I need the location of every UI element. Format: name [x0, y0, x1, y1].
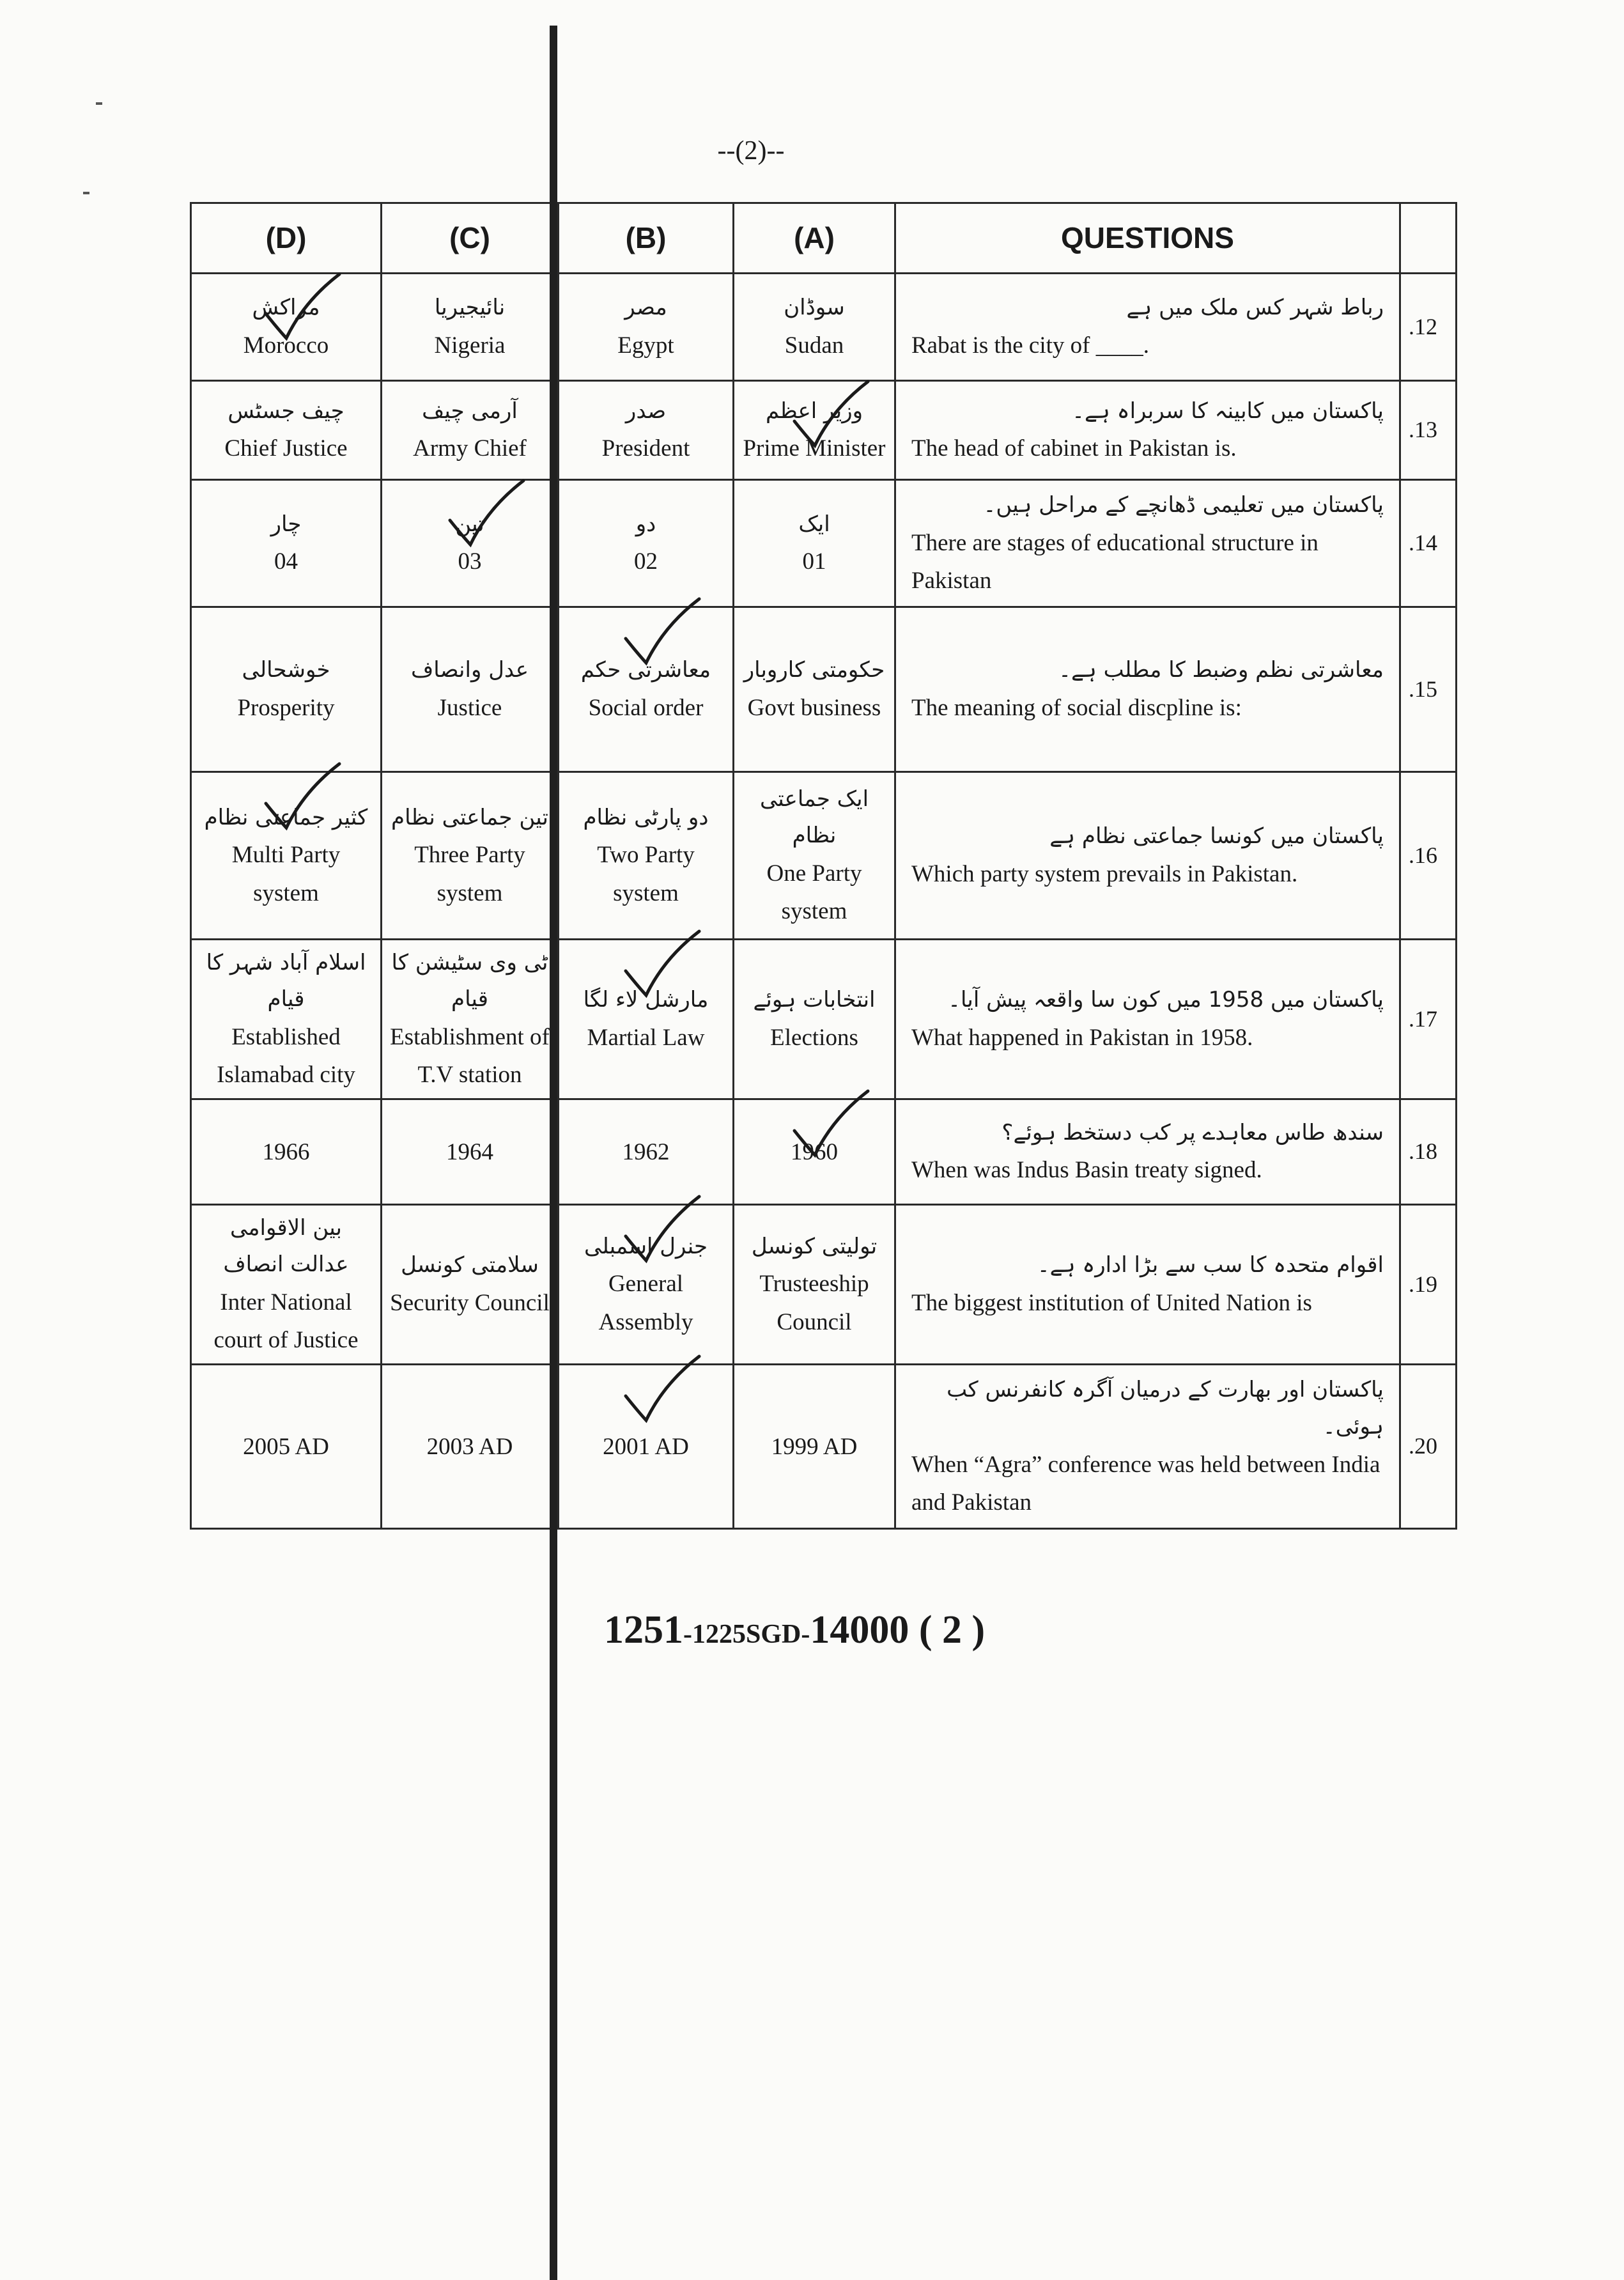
option-english-text: Egypt	[617, 332, 674, 359]
option-english-text: 2003 AD	[426, 1433, 513, 1460]
question-english-text: What happened in Pakistan in 1958.	[911, 1024, 1253, 1051]
header-questions: QUESTIONS	[895, 203, 1400, 274]
check-mark-icon	[619, 594, 702, 671]
option-urdu-text: دو پارٹی نظام	[583, 804, 709, 830]
option-d-cell	[191, 1205, 382, 1365]
option-a-cell	[734, 772, 895, 940]
option-english-text: General Assembly	[598, 1271, 693, 1335]
option-english-text: 1966	[262, 1138, 310, 1165]
option-urdu-text: تین جماعتی نظام	[391, 804, 548, 830]
question-english-text: Rabat is the city of ____.	[911, 332, 1149, 359]
question-urdu-text: پاکستان میں کونسا جماعتی نظام ہے	[1049, 823, 1384, 849]
option-d-cell	[191, 480, 382, 607]
option-english-text: 04	[274, 548, 298, 575]
option-urdu-text: مارشل لاء لگا	[583, 987, 709, 1013]
option-english-text: Trusteeship Council	[759, 1271, 869, 1335]
option-urdu-text: چیف جسٹس	[228, 398, 344, 424]
option-urdu-text: خوشحالی	[242, 657, 330, 683]
binding-line	[550, 26, 557, 2280]
option-english-text: 1964	[446, 1138, 493, 1165]
option-english-text: 2001 AD	[603, 1433, 689, 1460]
header-row	[191, 203, 1457, 274]
option-english-text: Prime Minister	[743, 435, 886, 462]
option-a-cell	[734, 940, 895, 1099]
question-english-text: The biggest institution of United Nation is	[911, 1289, 1312, 1316]
option-c-cell	[382, 772, 559, 940]
header-option-c: (C)	[382, 203, 559, 274]
check-mark-icon	[619, 1191, 702, 1268]
option-c-cell	[382, 1365, 559, 1529]
question-cell	[895, 381, 1400, 480]
option-urdu-text: اسلام آباد شہر کا قیام	[206, 949, 366, 1012]
option-b-cell	[559, 274, 734, 381]
question-row	[191, 772, 1457, 940]
option-urdu-text: چار	[270, 511, 302, 537]
question-cell	[895, 607, 1400, 772]
question-urdu-text: سندھ طاس معاہدے پر کب دستخط ہوئے؟	[1001, 1119, 1384, 1145]
question-cell	[895, 1099, 1400, 1205]
option-d-cell	[191, 1099, 382, 1205]
option-urdu-text: انتخابات ہوئے	[753, 987, 876, 1013]
option-english-text: Establishment of T.V station	[390, 1024, 550, 1089]
option-urdu-text: وزیر اعظم	[765, 398, 863, 424]
option-urdu-text: نائیجیریا	[434, 295, 506, 320]
question-row	[191, 940, 1457, 1099]
question-cell	[895, 940, 1400, 1099]
option-urdu-text: سلامتی کونسل	[401, 1252, 539, 1278]
option-urdu-text: آرمی چیف	[422, 398, 518, 424]
question-urdu-text: اقوام متحدہ کا سب سے بڑا ادارہ ہے۔	[1037, 1252, 1384, 1278]
option-c-cell	[382, 381, 559, 480]
option-d-cell	[191, 607, 382, 772]
check-mark-icon	[259, 759, 343, 835]
option-english-text: 2005 AD	[243, 1433, 329, 1460]
option-b-cell	[559, 1099, 734, 1205]
option-english-text: Sudan	[784, 332, 844, 359]
option-english-text: Social order	[588, 694, 704, 721]
option-d-cell	[191, 940, 382, 1099]
option-urdu-text: صدر	[625, 398, 667, 424]
option-a-cell	[734, 607, 895, 772]
option-english-text: 03	[458, 548, 482, 575]
option-b-cell	[559, 480, 734, 607]
question-row	[191, 480, 1457, 607]
question-english-text: When “Agra” conference was held between India and Pakistan	[911, 1451, 1380, 1516]
question-number: .15	[1400, 607, 1457, 772]
question-urdu-text: پاکستان میں کابینہ کا سربراہ ہے۔	[1072, 398, 1384, 424]
check-mark-icon	[619, 1351, 702, 1428]
check-mark-icon	[444, 476, 527, 552]
option-a-cell	[734, 274, 895, 381]
question-cell	[895, 1365, 1400, 1529]
option-english-text: President	[601, 435, 690, 462]
question-number: .12	[1400, 274, 1457, 381]
option-urdu-text: ٹی وی سٹیشن کا قیام	[391, 949, 548, 1012]
option-urdu-text: ایک	[798, 511, 830, 537]
option-a-cell	[734, 1205, 895, 1365]
option-c-cell	[382, 940, 559, 1099]
option-c-cell	[382, 274, 559, 381]
question-row	[191, 274, 1457, 381]
question-cell	[895, 1205, 1400, 1365]
question-number: .18	[1400, 1099, 1457, 1205]
option-urdu-text: تین	[455, 511, 484, 537]
option-english-text: 1960	[791, 1138, 838, 1165]
page-number: --(2)--	[717, 136, 785, 166]
option-english-text: Three Party system	[414, 842, 525, 906]
option-urdu-text: کثیر جماعتی نظام	[204, 804, 368, 830]
question-urdu-text: پاکستان میں تعلیمی ڈھانچے کے مراحل ہیں۔	[983, 492, 1384, 518]
question-english-text: When was Indus Basin treaty signed.	[911, 1157, 1262, 1184]
check-mark-icon	[788, 1086, 871, 1163]
question-cell	[895, 772, 1400, 940]
option-english-text: Prosperity	[237, 694, 335, 721]
option-english-text: Security Council	[390, 1289, 550, 1316]
option-urdu-text: مراکش	[252, 295, 320, 320]
question-number: .13	[1400, 381, 1457, 480]
check-mark-icon	[788, 376, 871, 453]
paper-code: 1251-1225SGD-14000 ( 2 )	[604, 1608, 986, 1652]
question-urdu-text: رباط شہر کس ملک میں ہے	[1126, 295, 1384, 320]
scan-speck	[96, 102, 102, 105]
option-d-cell	[191, 1365, 382, 1529]
question-number: .20	[1400, 1365, 1457, 1529]
header-option-b: (B)	[559, 203, 734, 274]
option-c-cell	[382, 1099, 559, 1205]
option-c-cell	[382, 607, 559, 772]
check-mark-icon	[259, 269, 343, 346]
option-urdu-text: بین الاقوامی عدالت انصاف	[223, 1214, 349, 1278]
question-urdu-text: پاکستان اور بھارت کے درمیان آگرہ کانفرنس کب ہوئی۔	[947, 1377, 1384, 1439]
option-urdu-text: سوڈان	[784, 295, 845, 320]
option-urdu-text: مصر	[624, 295, 667, 320]
option-urdu-text: ایک جماعتی نظام	[759, 786, 869, 849]
option-english-text: Established Islamabad city	[217, 1024, 355, 1089]
option-english-text: Morocco	[243, 332, 329, 359]
option-english-text: 02	[634, 548, 658, 575]
question-row	[191, 1205, 1457, 1365]
question-urdu-text: معاشرتی نظم وضبط کا مطلب ہے۔	[1058, 657, 1384, 683]
option-urdu-text: معاشرتی حکم	[580, 657, 711, 683]
option-english-text: Inter National court of Justice	[213, 1289, 359, 1354]
scan-speck	[83, 192, 89, 194]
option-english-text: Army Chief	[413, 435, 527, 462]
option-urdu-text: جنرل اسمبلی	[584, 1233, 708, 1259]
question-english-text: Which party system prevails in Pakistan.	[911, 860, 1298, 887]
option-english-text: Elections	[770, 1024, 858, 1051]
question-number: .16	[1400, 772, 1457, 940]
option-english-text: Justice	[437, 694, 502, 721]
question-cell	[895, 274, 1400, 381]
option-english-text: Martial Law	[587, 1024, 705, 1051]
header-option-d: (D)	[191, 203, 382, 274]
header-option-a: (A)	[734, 203, 895, 274]
option-d-cell	[191, 381, 382, 480]
question-row	[191, 607, 1457, 772]
option-a-cell	[734, 480, 895, 607]
option-b-cell	[559, 381, 734, 480]
option-urdu-text: عدل وانصاف	[410, 657, 529, 683]
option-english-text: Two Party system	[597, 842, 695, 906]
question-english-text: The meaning of social discpline is:	[911, 694, 1242, 721]
header-number	[1400, 203, 1457, 274]
option-english-text: Multi Party system	[231, 842, 341, 906]
option-english-text: Nigeria	[434, 332, 506, 359]
option-urdu-text: دو	[635, 511, 656, 537]
option-english-text: Chief Justice	[224, 435, 348, 462]
option-english-text: Govt business	[747, 694, 881, 721]
option-c-cell	[382, 1205, 559, 1365]
question-row	[191, 1365, 1457, 1529]
option-english-text: 1962	[622, 1138, 670, 1165]
question-number: .14	[1400, 480, 1457, 607]
question-urdu-text: پاکستان میں 1958 میں کون سا واقعہ پیش آیا۔	[948, 987, 1384, 1013]
option-a-cell	[734, 1365, 895, 1529]
option-english-text: 1999 AD	[771, 1433, 858, 1460]
question-number: .19	[1400, 1205, 1457, 1365]
question-number: .17	[1400, 940, 1457, 1099]
question-cell	[895, 480, 1400, 607]
option-english-text: One Party system	[766, 860, 862, 925]
option-urdu-text: حکومتی کاروبار	[743, 657, 885, 683]
option-english-text: 01	[802, 548, 826, 575]
check-mark-icon	[619, 926, 702, 1003]
option-urdu-text: تولیتی کونسل	[751, 1233, 878, 1259]
question-english-text: The head of cabinet in Pakistan is.	[911, 435, 1237, 462]
question-english-text: There are stages of educational structure in Pakistan	[911, 529, 1319, 594]
option-b-cell	[559, 772, 734, 940]
